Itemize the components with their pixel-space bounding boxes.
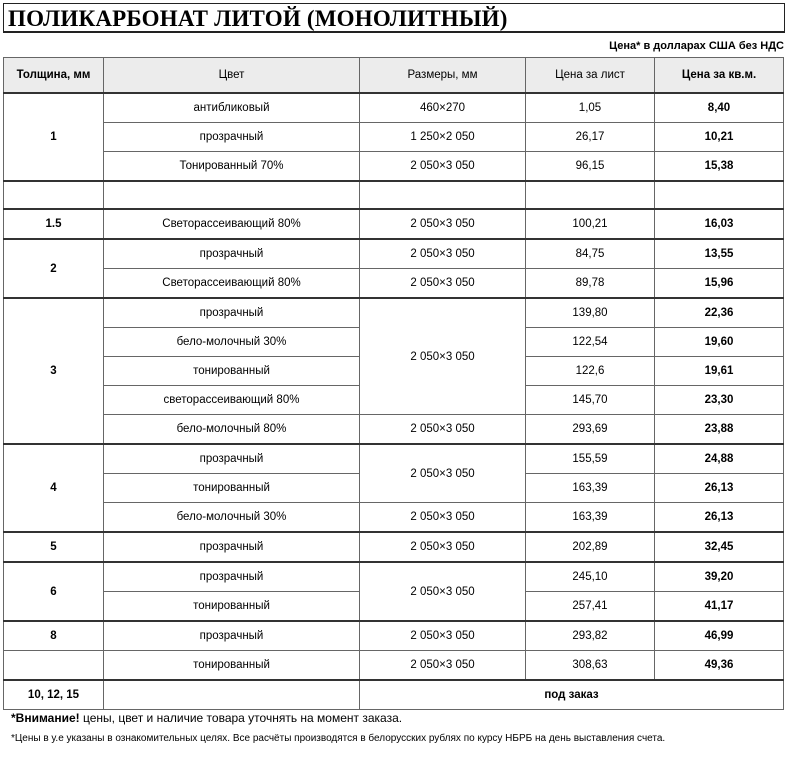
table-row <box>4 651 784 681</box>
header-size: Размеры, мм <box>360 58 526 94</box>
color-cell: тонированный <box>104 592 360 622</box>
size-cell: 2 050×3 050 <box>360 152 526 182</box>
price-m2-cell: 8,40 <box>655 93 784 123</box>
color-cell: тонированный <box>104 474 360 503</box>
empty-cell <box>4 651 104 681</box>
price-m2-cell: 24,88 <box>655 444 784 474</box>
size-cell: 2 050×3 050 <box>360 532 526 562</box>
thickness-cell: 1.5 <box>4 209 104 239</box>
size-cell: 2 050×3 050 <box>360 209 526 239</box>
price-sheet-cell: 139,80 <box>526 298 655 328</box>
price-m2-cell: 10,21 <box>655 123 784 152</box>
size-cell: 2 050×3 050 <box>360 239 526 269</box>
color-cell: прозрачный <box>104 298 360 328</box>
price-m2-cell: 23,88 <box>655 415 784 445</box>
price-sheet-cell: 163,39 <box>526 503 655 533</box>
color-cell: Тонированный 70% <box>104 152 360 182</box>
color-cell: тонированный <box>104 651 360 681</box>
size-cell: 2 050×3 050 <box>360 298 526 415</box>
thickness-cell: 2 <box>4 239 104 298</box>
price-sheet-cell: 26,17 <box>526 123 655 152</box>
table-row <box>4 621 784 651</box>
price-m2-cell: 22,36 <box>655 298 784 328</box>
footnotes <box>11 711 665 744</box>
warning-text: цены, цвет и наличие товара уточнять на момент заказа. <box>79 711 403 725</box>
page-title: ПОЛИКАРБОНАТ ЛИТОЙ (МОНОЛИТНЫЙ) <box>3 3 785 33</box>
size-cell: 1 250×2 050 <box>360 123 526 152</box>
header-price-sheet: Цена за лист <box>526 58 655 94</box>
price-m2-cell: 15,38 <box>655 152 784 182</box>
price-m2-cell: 32,45 <box>655 532 784 562</box>
price-m2-cell: 16,03 <box>655 209 784 239</box>
size-cell: 2 050×3 050 <box>360 562 526 621</box>
price-sheet-cell: 89,78 <box>526 269 655 299</box>
empty-row <box>4 181 784 209</box>
price-sheet-cell: 293,82 <box>526 621 655 651</box>
size-cell: 2 050×3 050 <box>360 415 526 445</box>
header-price-m2: Цена за кв.м. <box>655 58 784 94</box>
color-cell: бело-молочный 30% <box>104 328 360 357</box>
warning-note <box>11 711 665 725</box>
size-cell: 2 050×3 050 <box>360 621 526 651</box>
empty-cell <box>526 181 655 209</box>
thickness-cell: 1 <box>4 93 104 181</box>
empty-cell <box>655 181 784 209</box>
price-sheet-cell: 100,21 <box>526 209 655 239</box>
warning-label: *Внимание! <box>11 711 80 725</box>
table-row <box>4 93 784 123</box>
price-m2-cell: 19,60 <box>655 328 784 357</box>
table-row <box>4 503 784 533</box>
thickness-cell: 4 <box>4 444 104 532</box>
price-sheet-cell: 122,54 <box>526 328 655 357</box>
color-cell: прозрачный <box>104 532 360 562</box>
empty-cell <box>104 680 360 710</box>
color-cell: прозрачный <box>104 621 360 651</box>
price-table <box>3 57 784 710</box>
empty-cell <box>360 181 526 209</box>
empty-cell <box>4 181 104 209</box>
thickness-cell: 3 <box>4 298 104 444</box>
price-m2-cell: 26,13 <box>655 474 784 503</box>
table-row <box>4 562 784 592</box>
price-m2-cell: 39,20 <box>655 562 784 592</box>
color-cell: прозрачный <box>104 123 360 152</box>
color-cell: прозрачный <box>104 444 360 474</box>
header-color: Цвет <box>104 58 360 94</box>
color-cell: тонированный <box>104 357 360 386</box>
size-cell: 2 050×3 050 <box>360 444 526 503</box>
size-cell: 460×270 <box>360 93 526 123</box>
price-sheet-cell: 96,15 <box>526 152 655 182</box>
size-cell: 2 050×3 050 <box>360 651 526 681</box>
size-cell: 2 050×3 050 <box>360 503 526 533</box>
price-m2-cell: 19,61 <box>655 357 784 386</box>
color-cell: прозрачный <box>104 239 360 269</box>
on-order-cell: под заказ <box>360 680 784 710</box>
price-m2-cell: 46,99 <box>655 621 784 651</box>
thickness-cell: 6 <box>4 562 104 621</box>
table-header-row <box>4 58 784 94</box>
thickness-cell: 10, 12, 15 <box>4 680 104 710</box>
table-row <box>4 123 784 152</box>
price-sheet-cell: 122,6 <box>526 357 655 386</box>
price-m2-cell: 13,55 <box>655 239 784 269</box>
color-cell: Светорассеивающий 80% <box>104 209 360 239</box>
price-m2-cell: 41,17 <box>655 592 784 622</box>
table-row <box>4 209 784 239</box>
thickness-cell: 5 <box>4 532 104 562</box>
empty-cell <box>104 181 360 209</box>
disclaimer-note: *Цены в у.е указаны в ознакомительных целях. Все расчёты производятся в белорусских рублях по курсу НБРБ на день выставления счета. <box>11 733 666 744</box>
price-sheet-cell: 293,69 <box>526 415 655 445</box>
price-sheet-cell: 257,41 <box>526 592 655 622</box>
price-m2-cell: 15,96 <box>655 269 784 299</box>
price-m2-cell: 23,30 <box>655 386 784 415</box>
color-cell: светорассеивающий 80% <box>104 386 360 415</box>
color-cell: бело-молочный 30% <box>104 503 360 533</box>
price-sheet-cell: 163,39 <box>526 474 655 503</box>
price-sheet-cell: 84,75 <box>526 239 655 269</box>
thickness-cell: 8 <box>4 621 104 651</box>
price-sheet-cell: 145,70 <box>526 386 655 415</box>
table-row <box>4 298 784 328</box>
currency-note: Цена* в долларах США без НДС <box>609 40 784 52</box>
price-sheet-cell: 308,63 <box>526 651 655 681</box>
price-sheet-cell: 245,10 <box>526 562 655 592</box>
table-row <box>4 239 784 269</box>
color-cell: прозрачный <box>104 562 360 592</box>
price-sheet-cell: 202,89 <box>526 532 655 562</box>
color-cell: бело-молочный 80% <box>104 415 360 445</box>
table-row <box>4 152 784 182</box>
color-cell: Светорассеивающий 80% <box>104 269 360 299</box>
price-sheet-cell: 155,59 <box>526 444 655 474</box>
price-m2-cell: 26,13 <box>655 503 784 533</box>
table-row <box>4 680 784 710</box>
size-cell: 2 050×3 050 <box>360 269 526 299</box>
table-row <box>4 269 784 299</box>
header-thickness: Толщина, мм <box>4 58 104 94</box>
table-row <box>4 415 784 445</box>
price-sheet-cell: 1,05 <box>526 93 655 123</box>
price-m2-cell: 49,36 <box>655 651 784 681</box>
table-row <box>4 532 784 562</box>
color-cell: антибликовый <box>104 93 360 123</box>
table-row <box>4 444 784 474</box>
